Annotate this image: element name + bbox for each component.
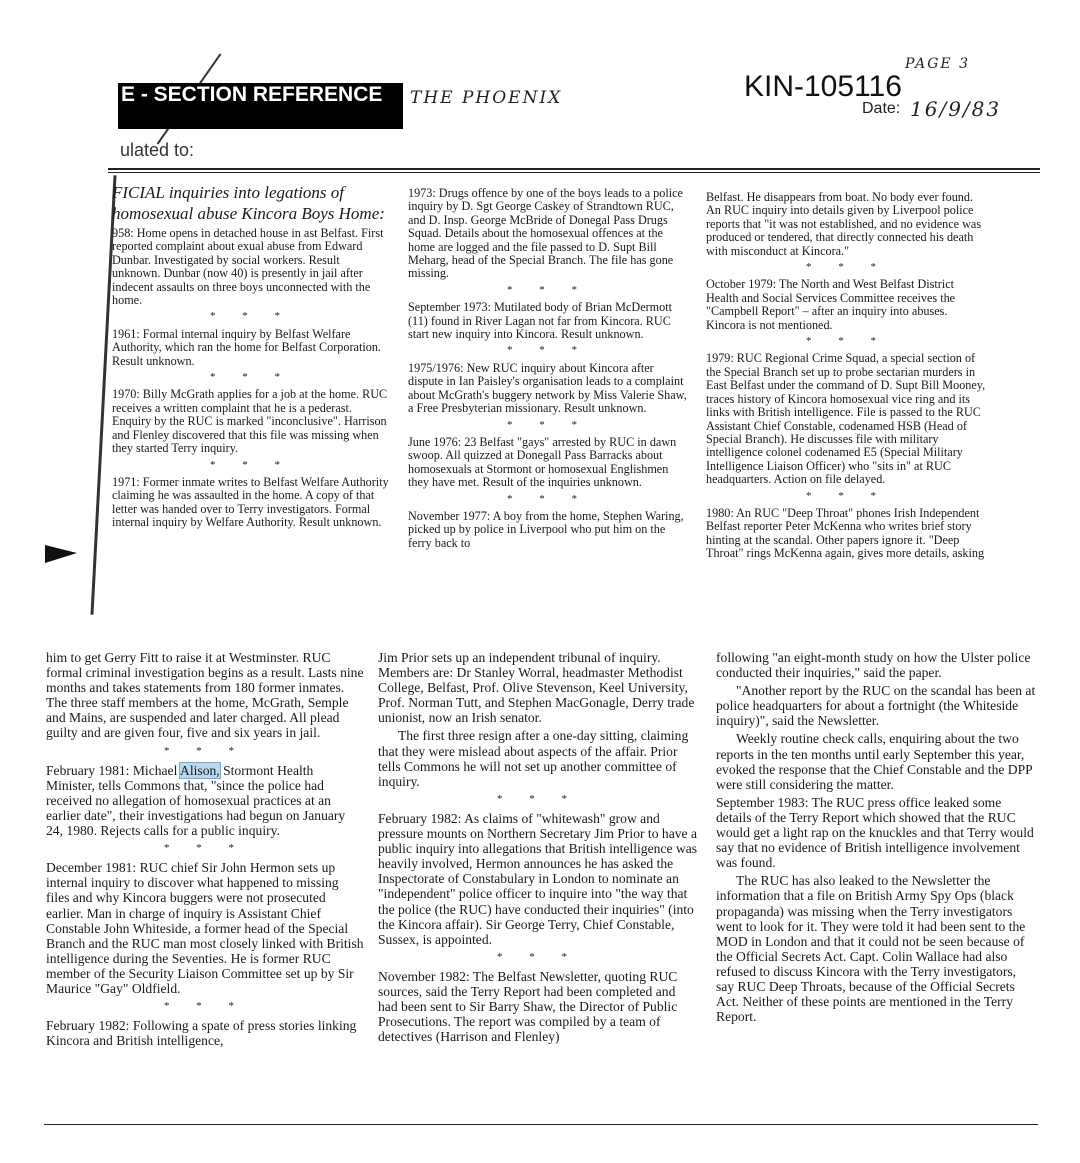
entry: him to get Gerry Fitt to raise it at Westminster. RUC formal criminal investigation begins as a result. Lasts nine months and takes statements from 180 former inmates. The three staff members at the home, McGrath, Semple and Mains, are suspended and later charged. All plead guilty and are given four, five and six years in jail. xyxy=(46,650,364,741)
separator: * * * xyxy=(164,842,246,855)
entry: Belfast. He disappears from boat. No body ever found. An RUC inquiry into details given by Liverpool police reports that "it was not established, and no evidence was produced or tendered, that directly connected his death with misconduct at Kincora." xyxy=(706,190,982,258)
upper-column-3 xyxy=(706,191,988,564)
separator: * * * xyxy=(806,489,888,502)
bottom-rule xyxy=(44,1124,1038,1125)
page-note-handwritten: PAGE 3 xyxy=(905,56,971,72)
separator: * * * xyxy=(210,371,292,384)
publication-handwritten: THE PHOENIX xyxy=(410,88,563,108)
entry: Jim Prior sets up an independent tribunal of inquiry. Members are: Dr Stanley Worral, headmaster Methodist College, Belfast, Prof. Olive Stevenson, Keel University, Prof. Norman Tutt, and Stephen MacGonagle, Derry trade unionist, now an Irish senator. xyxy=(378,650,695,726)
entry: 1961: Formal internal inquiry by Belfast Welfare Authority, which ran the home for Belfast Corporation. Result unknown. xyxy=(112,326,381,368)
entry: 1980: An RUC "Deep Throat" phones Irish Independent Belfast reporter Peter McKenna who writes brief story hinting at the scandal. Other papers ignore it. "Deep Throat" rings McKenna again, gives more details, asking xyxy=(706,505,985,561)
separator: * * * xyxy=(164,1000,246,1013)
top-rule xyxy=(108,168,1040,170)
clip-marker xyxy=(45,545,77,563)
entry: September 1973: Mutilated body of Brian McDermott (11) found in River Lagan not far from Kincora. RUC start new inquiry into Kincora. Result unknown. xyxy=(408,300,673,342)
entry: The RUC has also leaked to the Newsletter the information that a file on British Army Spy Ops (black propaganda) was missing when the Terry investigators went to look for it. They were told it had been sent to the MOD in London and that it could not be seen because of the Official Secrets Act. Capt. Colin Wallace had also refused to discuss Kincora with the Terry investigators, say RUC Deep Throats, because of the Official Secrets Act. Neither of these points are mentioned in the Terry Report. xyxy=(716,873,1026,1025)
entry-rest: Stormont Health Minister, tells Commons that, "since the police had received no allegation of homosexual practices at an earlier date", their investigations had begun on January 24, 1980. Rejects calls for a public inquiry. xyxy=(46,762,346,839)
entry: June 1976: 23 Belfast "gays" arrested by RUC in dawn swoop. All quizzed at Donegall Pass Barracks about homosexuals at Stormont or homosexual Englishmen they have met. Result of the inquiries unknown. xyxy=(408,434,677,490)
circulated-label: ulated to: xyxy=(120,140,195,160)
entry: February 1982: As claims of "whitewash" grow and pressure mounts on Northern Secretary Jim Prior to have a public inquiry into allegations that British intelligence was heavily involved, Hermon announces he has asked the Inspectorate of Constabulary in London to nominate an "independent" police officer to inquire into "the way that the police (the RUC) have conducted their inquiries" (into the Kincora affair). Sir George Terry, Chief Constable, Sussex, is appointed. xyxy=(378,810,698,947)
upper-column-1 xyxy=(112,182,390,533)
separator: * * * xyxy=(806,261,888,274)
entry: February 1982: Following a spate of press stories linking Kincora and British intelligence, xyxy=(46,1018,357,1049)
entry: 1975/1976: New RUC inquiry about Kincora after dispute in Ian Paisley's organisation leads to a complaint about McGrath's buggery network by Miss Valerie Shaw, a Free Presbyterian missionary. Result unknown. xyxy=(408,360,687,416)
entry: 1979: RUC Regional Crime Squad, a special section of the Special Branch set up to probe sectarian murders in East Belfast under the command of D. Supt Bill Mooney, traces history of Kincora homosexual vice ring and its links with British intelligence. File is passed to the RUC Assistant Chief Constable, codenamed HSB (Head of Special Branch). He discusses file with military intelligence colonel codenamed E5 (Special Military Intelligence Liaison Officer) who "sits in" at RUC headquarters. Action on file delayed. xyxy=(706,351,986,487)
entry: Weekly routine check calls, enquiring about the two reports in the ten months until early September this year, evoked the response that the Chief Constable and the DPP were still considering the matter. xyxy=(716,731,1033,792)
lower-column-2 xyxy=(378,650,698,1047)
headline: FICIAL inquiries into legations of homosexual abuse Kincora Boys Home: xyxy=(112,183,385,223)
entry: September 1983: The RUC press office leaked some details of the Terry Report which showed that the RUC would get a light rap on the knuckles and that Terry would say that no evidence of British intelligence involvement was found. xyxy=(716,794,1034,871)
separator: * * * xyxy=(507,418,589,431)
separator: * * * xyxy=(507,492,589,505)
document-id: KIN-105116 xyxy=(744,70,902,103)
highlighted-name: Alison, xyxy=(180,762,220,778)
entry: November 1982: The Belfast Newsletter, quoting RUC sources, said the Terry Report had been completed and had been sent to Sir Barry Shaw, the Director of Public Prosecutions. The report was compiled by a team of detectives (Harrison and Flenley) xyxy=(378,968,678,1045)
entry: 1971: Former inmate writes to Belfast Welfare Authority claiming he was assaulted in the home. A copy of that letter was handed over to Terry investigators. Formal internal inquiry by Welfare Authority. Result unknown. xyxy=(112,474,389,530)
entry: The first three resign after a one-day sitting, claiming that they were mislead about aspects of the affair. Prior tells Commons he will not set up another committee of inquiry. xyxy=(378,728,689,789)
separator: * * * xyxy=(210,310,292,323)
top-rule-thin xyxy=(108,172,1040,173)
separator: * * * xyxy=(806,335,888,348)
separator: * * * xyxy=(507,344,589,357)
entry-start: February 1981: Michael xyxy=(46,762,181,778)
entry: "Another report by the RUC on the scandal has been at police headquarters for about a fortnight (the Whiteside inquiry)", said the Newsletter. xyxy=(716,683,1036,729)
separator: * * * xyxy=(164,744,246,757)
lower-column-1 xyxy=(46,650,364,1051)
entry: November 1977: A boy from the home, Stephen Waring, picked up by police in Liverpool who put him on the ferry back to xyxy=(408,508,684,550)
entry: October 1979: The North and West Belfast District Health and Social Services Committee receives the "Campbell Report" – after an inquiry into abuses. Kincora is not mentioned. xyxy=(706,277,956,332)
separator: * * * xyxy=(497,950,579,963)
upper-column-2 xyxy=(408,187,688,553)
date-label: Date: xyxy=(862,100,901,117)
entry xyxy=(46,763,364,838)
lower-column-3 xyxy=(716,650,1036,1027)
separator: * * * xyxy=(497,792,579,805)
entry: 958: Home opens in detached house in ast Belfast. First reported complaint about exual abuse from Edward Dunbar. Investigated by social workers. Result unknown. Dunbar (now 40) is presently in jail after indecent assaults on three boys unconnected with the home. xyxy=(112,226,384,308)
entry: 1970: Billy McGrath applies for a job at the home. RUC receives a written complaint that he is a pederast. Enquiry by the RUC is marked "inconclusive". Harrison and Flenley discovered that this file was missing when they started Terry inquiry. xyxy=(112,387,388,456)
entry: following "an eight-month study on how the Ulster police conducted their inquiries," said the paper. xyxy=(716,650,1031,681)
entry: December 1981: RUC chief Sir John Hermon sets up internal inquiry to discover what happened to missing files and why Kincora buggers were not prosecuted earlier. Man in charge of inquiry is Assistant Chief Constable John Whiteside, a former head of the Special Branch and the RUC man most closely linked with British intelligence during the Seventies. He is former RUC member of the Security Liaison Committee set up by Sir Maurice "Gay" Oldfield. xyxy=(46,860,364,996)
separator: * * * xyxy=(507,283,589,296)
section-reference-box: E - SECTION REFERENCE xyxy=(118,83,403,129)
entry: 1973: Drugs offence by one of the boys leads to a police inquiry by D. Sgt George Caskey of Strandtown RUC, and D. Insp. George McBride of Donegal Pass Drugs Squad. Details about the homosexual offences at the home are logged and the file passed to D. Supt Bill Meharg, head of the Special Branch. The file has gone missing. xyxy=(408,186,683,281)
separator: * * * xyxy=(210,458,292,471)
date-value-handwritten: 16/9/83 xyxy=(910,97,1002,121)
